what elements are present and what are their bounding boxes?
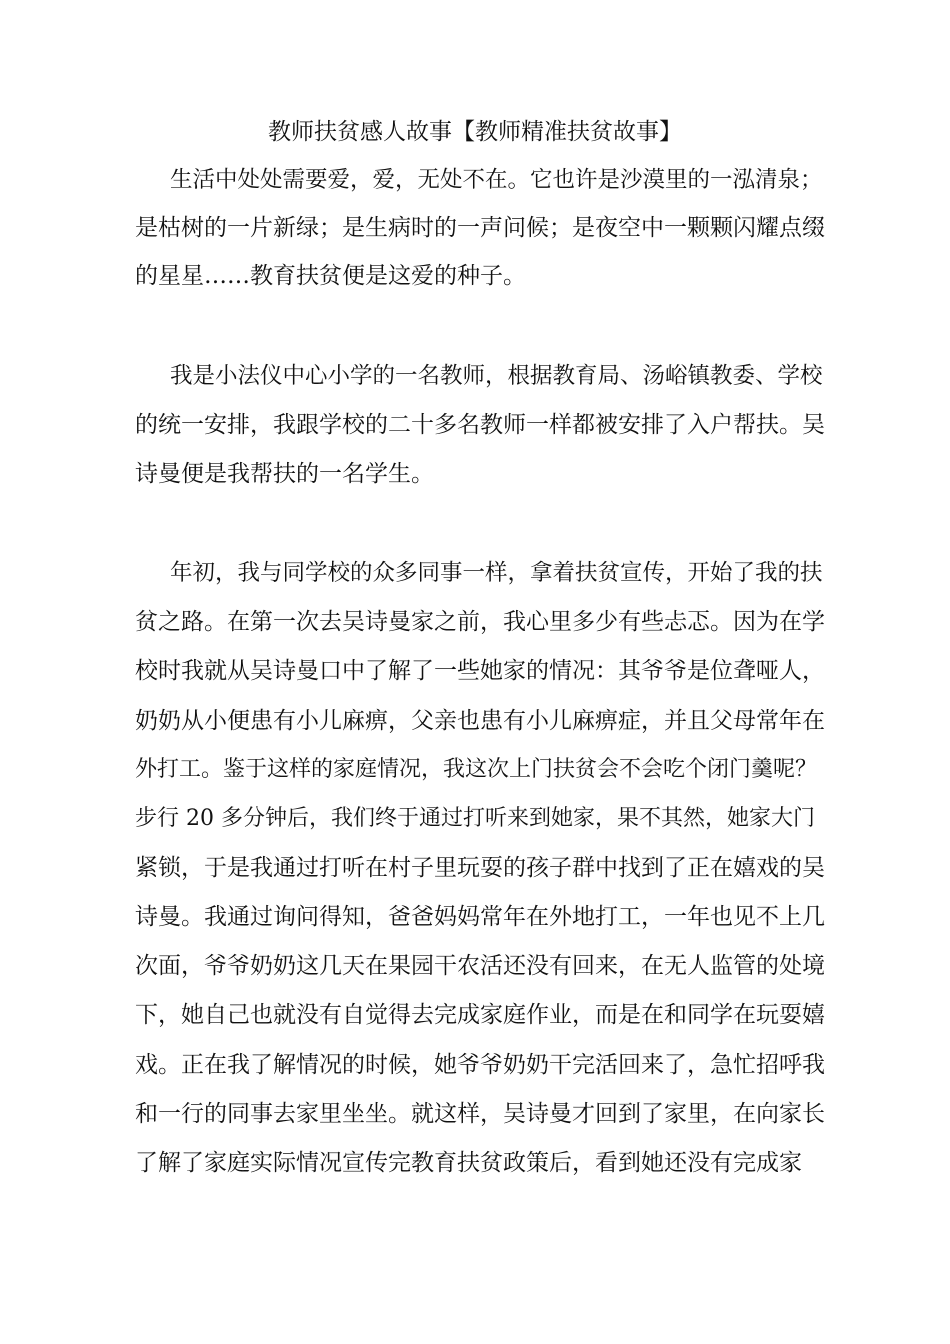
paragraph-3-line-13: 了解了家庭实际情况宣传完教育扶贫政策后，看到她还没有完成家 xyxy=(135,1150,802,1176)
paragraph-3-line-1: 年初，我与同学校的众多同事一样，拿着扶贫宣传，开始了我的扶 xyxy=(170,560,823,586)
document-title: 教师扶贫感人故事【教师精准扶贫故事】 xyxy=(268,119,682,145)
paragraph-3-line-11: 戏。正在我了解情况的时候，她爷爷奶奶干完活回来了，急忙招呼我 xyxy=(135,1052,825,1078)
paragraph-3-line-10: 下，她自己也就没有自觉得去完成家庭作业，而是在和同学在玩耍嬉 xyxy=(135,1002,825,1028)
paragraph-3-line-12: 和一行的同事去家里坐坐。就这样，吴诗曼才回到了家里，在向家长 xyxy=(135,1101,825,1127)
paragraph-2-line-1: 我是小法仪中心小学的一名教师，根据教育局、汤峪镇教委、学校 xyxy=(170,363,823,389)
paragraph-3-line-5: 外打工。鉴于这样的家庭情况，我这次上门扶贫会不会吃个闭门羹呢？ xyxy=(135,757,818,782)
paragraph-2-line-3: 诗曼便是我帮扶的一名学生。 xyxy=(135,461,434,487)
paragraph-1-line-3: 的星星……教育扶贫便是这爱的种子。 xyxy=(135,263,526,289)
paragraph-3-line-8: 诗曼。我通过询问得知，爸爸妈妈常年在外地打工，一年也见不上几 xyxy=(135,904,825,930)
paragraph-3-line-7: 紧锁，于是我通过打听在村子里玩耍的孩子群中找到了正在嬉戏的吴 xyxy=(135,855,825,881)
paragraph-3-line-2: 贫之路。在第一次去吴诗曼家之前，我心里多少有些忐忑。因为在学 xyxy=(135,609,825,635)
paragraph-2-line-2: 的统一安排，我跟学校的二十多名教师一样都被安排了入户帮扶。吴 xyxy=(135,412,825,438)
paragraph-3-line-3: 校时我就从吴诗曼口中了解了一些她家的情况：其爷爷是位聋哑人， xyxy=(135,658,825,684)
paragraph-3-line-9: 次面，爷爷奶奶这几天在果园干农活还没有回来，在无人监管的处境 xyxy=(135,953,825,979)
paragraph-1-line-2: 是枯树的一片新绿；是生病时的一声问候；是夜空中一颗颗闪耀点缀 xyxy=(135,215,825,241)
paragraph-3-line-4: 奶奶从小便患有小儿麻痹，父亲也患有小儿麻痹症，并且父母常年在 xyxy=(135,708,825,734)
paragraph-1-line-1: 生活中处处需要爱，爱，无处不在。它也许是沙漠里的一泓清泉； xyxy=(170,167,823,193)
paragraph-3-line-6: 步行 20 多分钟后，我们终于通过打听来到她家，果不其然，她家大门 xyxy=(135,806,815,831)
